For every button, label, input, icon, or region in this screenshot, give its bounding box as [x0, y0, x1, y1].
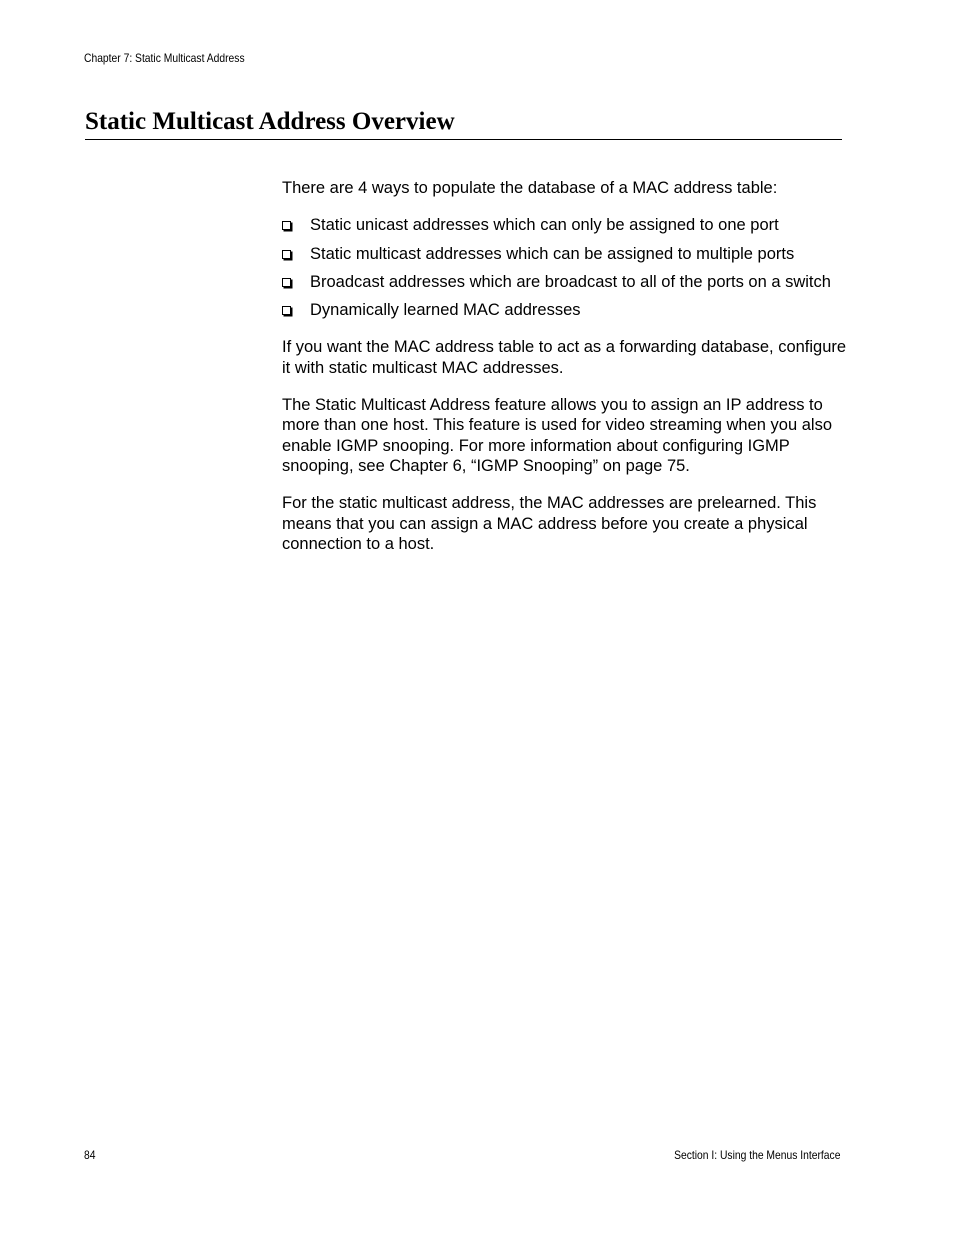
list-item: [282, 272, 847, 292]
list-item: [282, 244, 847, 264]
intro-paragraph: There are 4 ways to populate the database of a MAC address table:: [282, 179, 778, 197]
footer-section-label: Section I: Using the Menus Interface: [673, 1148, 840, 1162]
body-text: [282, 178, 847, 554]
checkbox-bullet-icon: [282, 278, 291, 287]
list-item: [282, 300, 847, 320]
checkbox-bullet-icon: [282, 250, 291, 259]
list-item: [282, 215, 847, 235]
running-header: Chapter 7: Static Multicast Address: [84, 51, 245, 65]
list-item-text: Static multicast addresses which can be assigned to multiple ports: [310, 244, 795, 263]
title-rule: [85, 139, 842, 140]
section-title: Static Multicast Address Overview: [85, 108, 455, 135]
checkbox-bullet-icon: [282, 306, 291, 315]
paragraph-forwarding-database: If you want the MAC address table to act as a forwarding database, configure it with static multicast MAC addresses.: [282, 338, 847, 377]
page-number: 84: [84, 1148, 96, 1162]
list-item-text: Broadcast addresses which are broadcast to all of the ports on a switch: [310, 272, 831, 291]
list-item-text: Dynamically learned MAC addresses: [310, 301, 581, 320]
paragraph-feature-description: The Static Multicast Address feature allows you to assign an IP address to more than one host. This feature is used for video streaming when you also enable IGMP snooping. For more information about configuring IGMP snooping, see Chapter 6, “IGMP Snooping” on page 75.: [282, 396, 833, 475]
paragraph-prelearned: For the static multicast address, the MAC addresses are prelearned. This means that you can assign a MAC address before you create a physical connection to a host.: [282, 494, 817, 553]
bullet-list: [282, 215, 847, 320]
list-item-text: Static unicast addresses which can only be assigned to one port: [310, 216, 779, 235]
checkbox-bullet-icon: [282, 221, 291, 230]
